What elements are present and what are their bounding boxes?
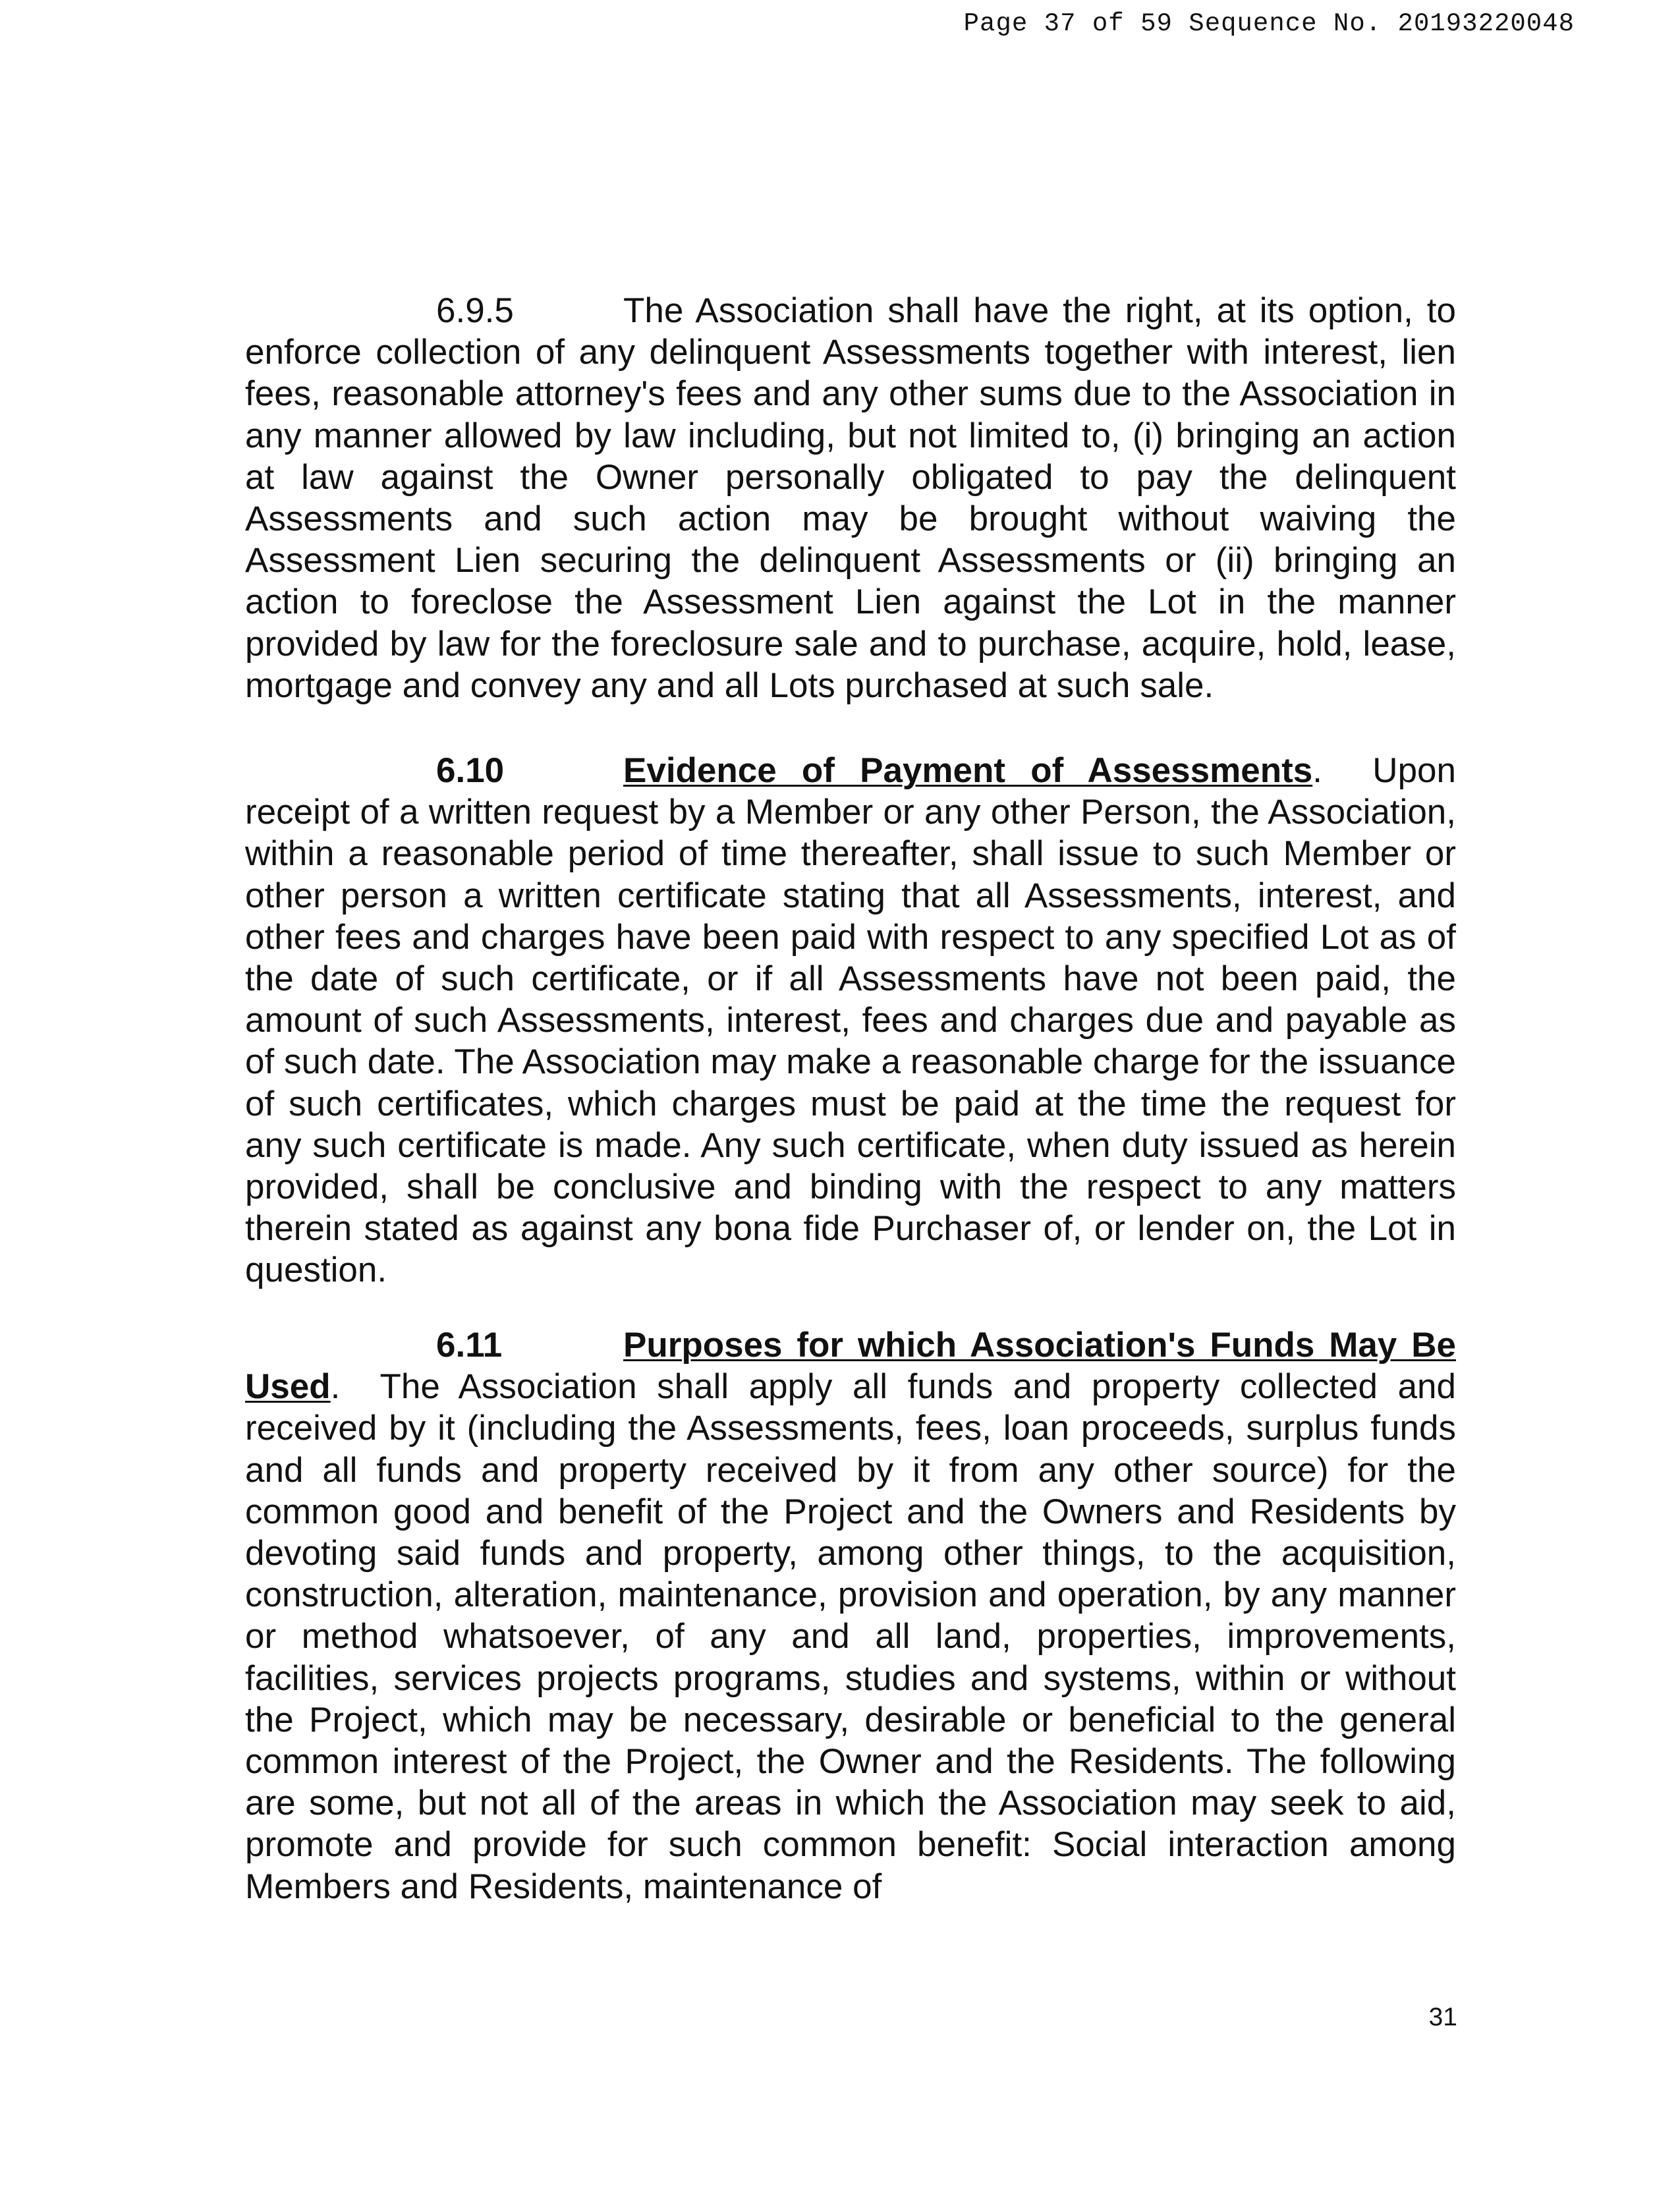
section-6-10-heading-punct: . [1312,751,1322,790]
section-6-11-text: The Association shall apply all funds and property collected and received by it (including the Assessments, fees, loan proceeds, surplus funds and all funds and property received by it from any other source) for the common good and benefit of the Project and the Owners and Residents by devoting said funds and property, among other things, to the acquisition, construction, alteration, maintenance, provision and operation, by any manner or method whatsoever, of any and all land, properties, improvements, facilities, services projects programs, studies and systems, within or without the Project, which may be necessary, desirable or beneficial to the general common interest of the Project, the Owner and the Residents. The following are some, but not all of the areas in which the Association may seek to aid, promote and provide for such common benefit: Social interaction among Members and Residents, maintenance of [245,1367,1456,1906]
page-number: 31 [1428,2003,1457,2031]
section-6-10-paragraph [245,750,1456,1291]
page-header: Page 37 of 59 Sequence No. 20193220048 [963,9,1575,38]
section-6-11-paragraph [245,1324,1456,1907]
section-6-9-5-number: 6.9.5 [436,291,514,330]
section-6-10-number: 6.10 [436,751,505,790]
section-6-9-5-text: The Association shall have the right, at its option, to enforce collection of any delinquent Assessments together with interest, lien fees, reasonable attorney's fees and any other sums due to the Association in any manner allowed by law including, but not limited to, (i) bringing an action at law against the Owner personally obligated to pay the delinquent Assessments and such action may be brought without waiving the Assessment Lien securing the delinquent Assessments or (ii) bringing an action to foreclose the Assessment Lien against the Lot in the manner provided by law for the foreclosure sale and to purchase, acquire, hold, lease, mortgage and convey any and all Lots purchased at such sale. [245,291,1456,705]
section-6-9-5 [245,290,1456,706]
section-6-11-number: 6.11 [436,1326,503,1365]
section-6-11-heading-punct: . [330,1367,341,1407]
section-6-9-5-paragraph [245,290,1456,706]
section-6-10-text: Upon receipt of a written request by a Member or any other Person, the Association, within a reasonable period of time thereafter, shall issue to such Member or other person a written certificate stating that all Assessments, interest, and other fees and charges have been paid with respect to any specified Lot as of the date of such certificate, or if all Assessments have not been paid, the amount of such Assessments, interest, fees and charges due and payable as of such date. The Association may make a reasonable charge for the issuance of such certificates, which charges must be paid at the time the request for any such certificate is made. Any such certificate, when duty issued as herein provided, shall be conclusive and binding with the respect to any matters therein stated as against any bona fide Purchaser of, or lender on, the Lot in question. [245,751,1456,1290]
section-6-11 [245,1324,1456,1907]
section-6-10 [245,750,1456,1291]
section-6-11-heading: Purposes for which Association's Funds May Be Used [245,1326,1456,1407]
section-6-10-heading: Evidence of Payment of Assessments [623,751,1313,790]
